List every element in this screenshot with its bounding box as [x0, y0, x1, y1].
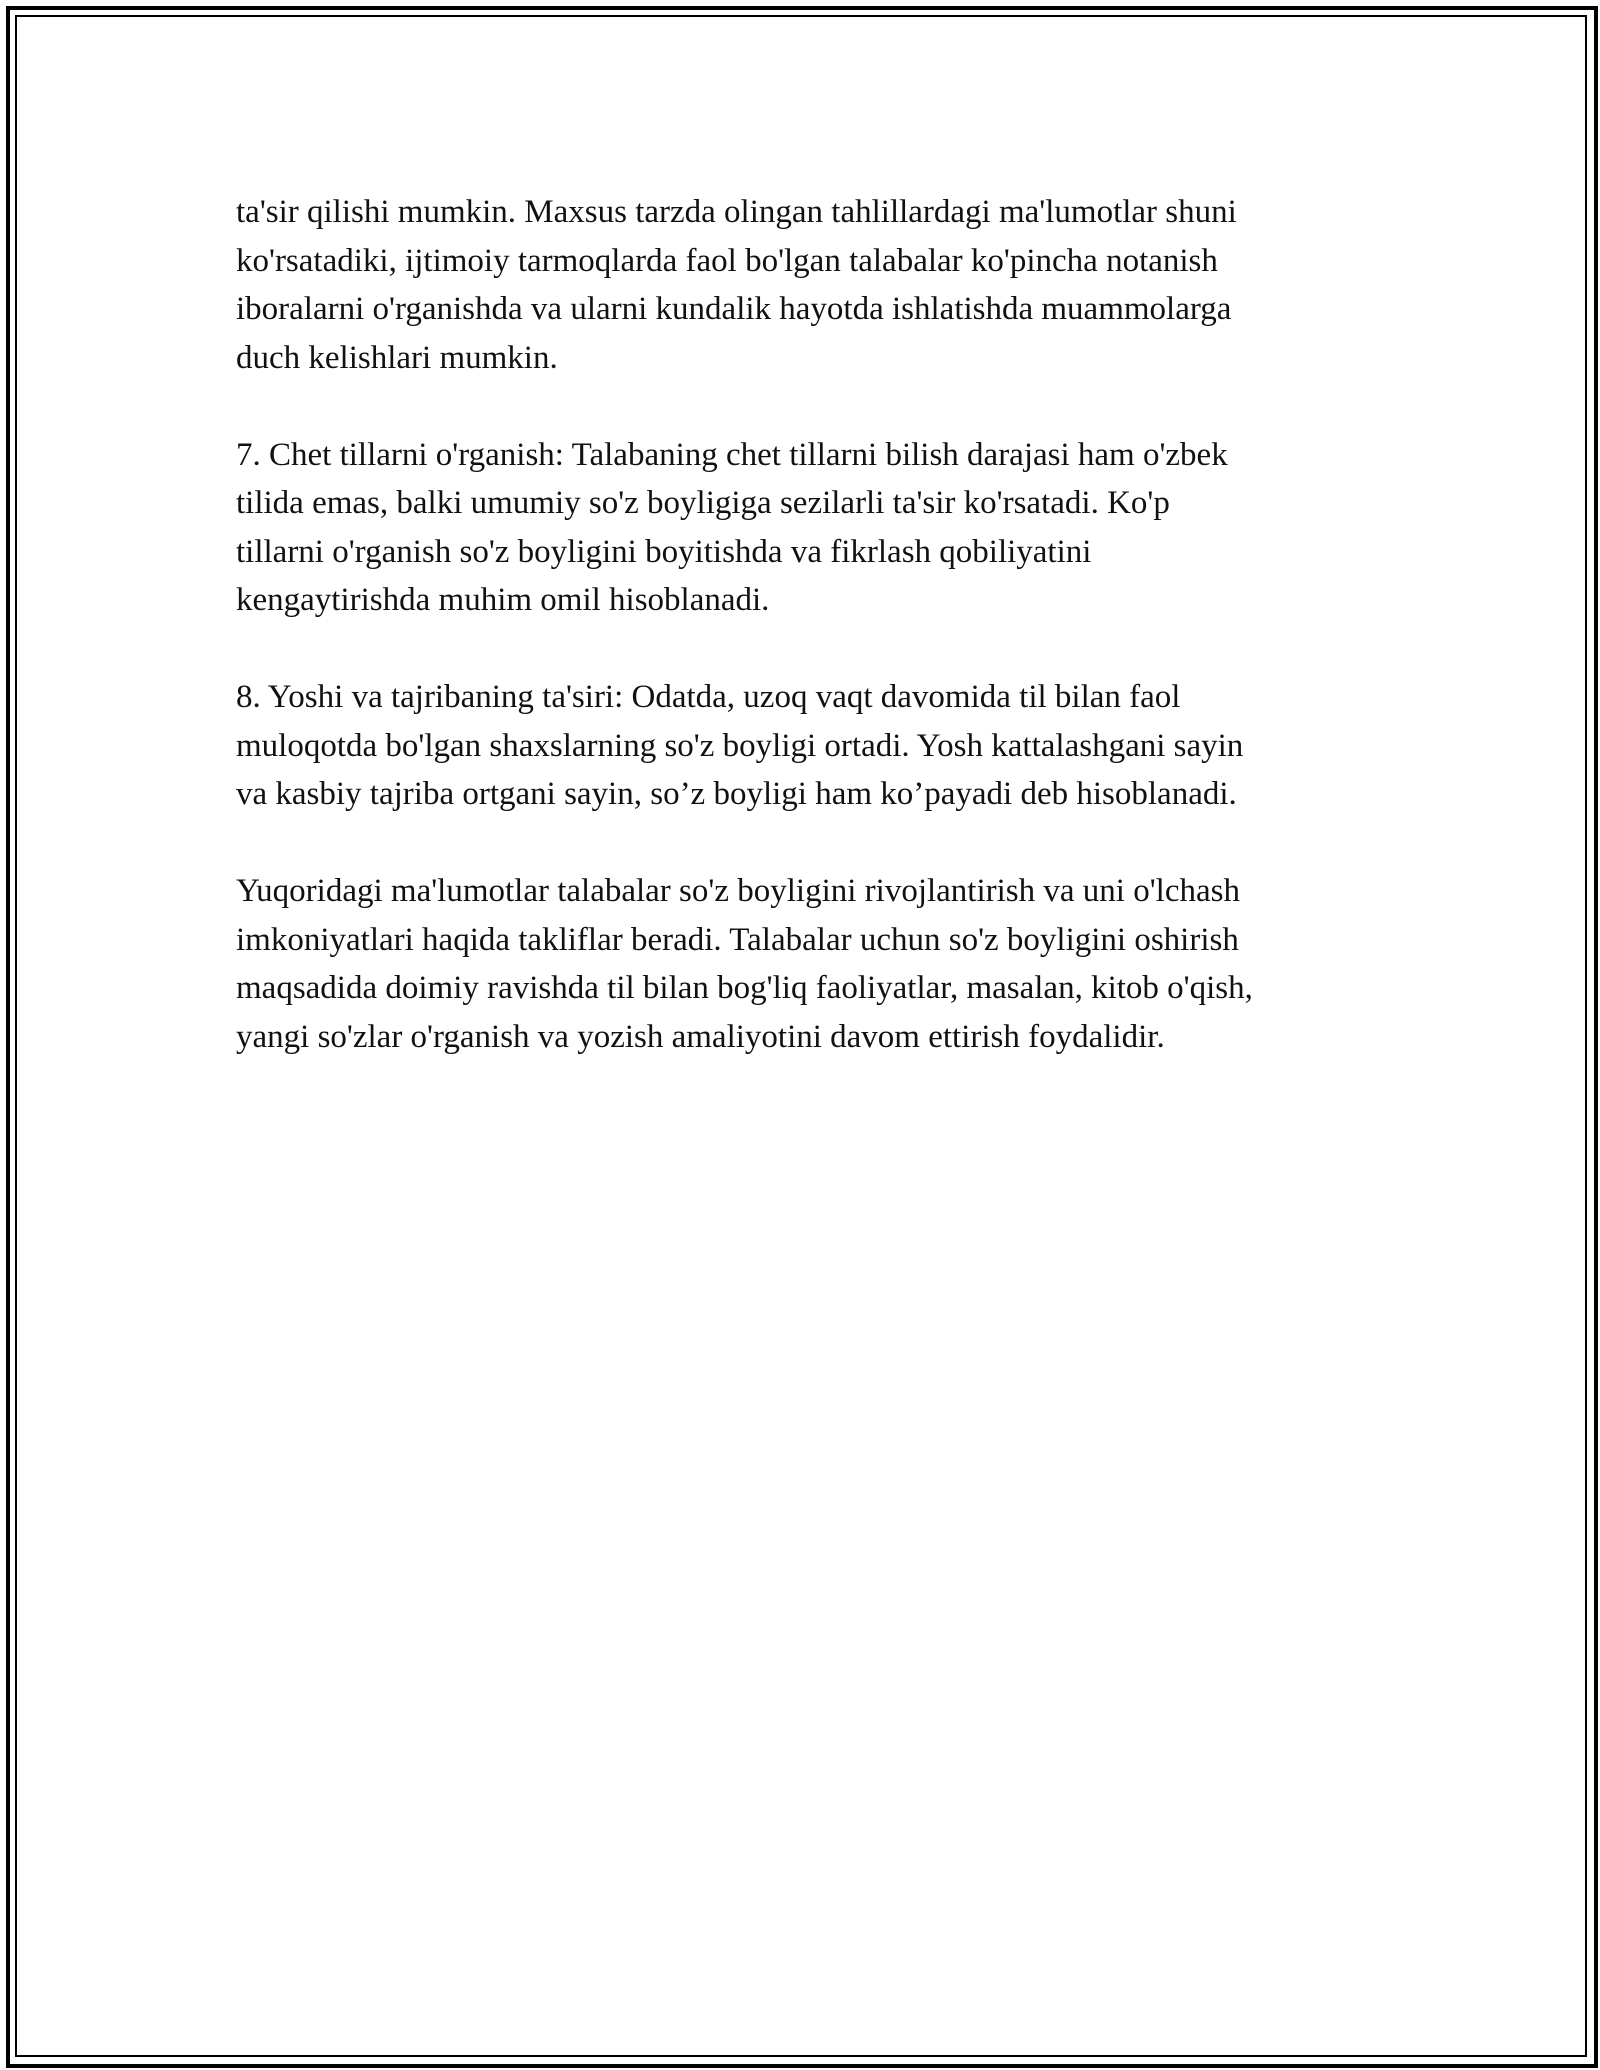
text-line: maqsadida doimiy ravishda til bilan bog'liq faoliyatlar, masalan, kitob o'qish, [236, 970, 1253, 1006]
text-line: ta'sir qilishi mumkin. Maxsus tarzda olingan tahlillardagi ma'lumotlar shuni [236, 194, 1237, 230]
text-line: va kasbiy tajriba ortgani sayin, so’z boyligi ham ko’payadi deb hisoblanadi. [236, 776, 1237, 812]
text-line: 8. Yoshi va tajribaning ta'siri: Odatda, uzoq vaqt davomida til bilan faol [236, 679, 1181, 715]
text-line: imkoniyatlari haqida takliflar beradi. Talabalar uchun so'z boyligini oshirish [236, 921, 1239, 958]
text-line: yangi so'zlar o'rganish va yozish amaliyotini davom ettirish foydalidir. [236, 1018, 1165, 1055]
text-line: ko'rsatadiki, ijtimoiy tarmoqlarda faol bo'lgan talabalar ko'pincha notanish [236, 242, 1218, 279]
paragraph-social-media-continuation [236, 188, 1376, 382]
text-line: iboralarni o'rganishda va ularni kundalik hayotda ishlatishda muammolarga [236, 291, 1232, 327]
paragraph-age-experience [236, 673, 1376, 819]
paragraph-foreign-languages [236, 431, 1376, 625]
text-line: tillarni o'rganish so'z boyligini boyitishda va fikrlash qobiliyatini [236, 533, 1092, 570]
text-line: duch kelishlari mumkin. [236, 339, 558, 376]
text-line: Yuqoridagi ma'lumotlar talabalar so'z boyligini rivojlantirish va uni o'lchash [236, 873, 1240, 909]
document-body [236, 188, 1376, 1110]
text-line: 7. Chet tillarni o'rganish: Talabaning chet tillarni bilish darajasi ham o'zbek [236, 436, 1228, 473]
paragraph-conclusion [236, 867, 1376, 1061]
text-line: tilida emas, balki umumiy so'z boyligiga sezilarli ta'sir ko'rsatadi. Ko'p [236, 485, 1170, 521]
text-line: kengaytirishda muhim omil hisoblanadi. [236, 582, 770, 618]
text-line: muloqotda bo'lgan shaxslarning so'z boyligi ortadi. Yosh kattalashgani sayin [236, 727, 1244, 764]
